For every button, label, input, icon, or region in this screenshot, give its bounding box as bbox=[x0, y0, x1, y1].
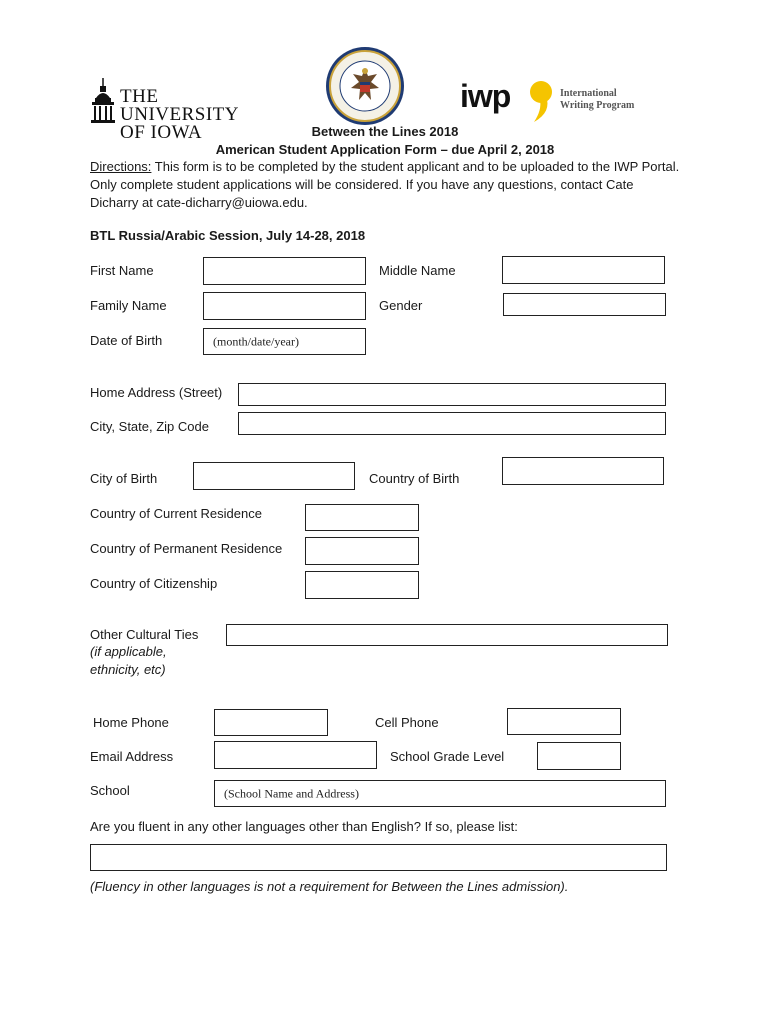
form-title: Between the Lines 2018 bbox=[311, 124, 459, 139]
cultural-ties-note1: (if applicable, bbox=[90, 644, 167, 659]
cell-phone-label: Cell Phone bbox=[375, 715, 439, 730]
first-name-label: First Name bbox=[90, 263, 154, 278]
iwp-wordmark: iwp bbox=[460, 78, 511, 114]
directions-label: Directions: bbox=[90, 159, 152, 174]
city-of-birth-field[interactable] bbox=[193, 462, 355, 490]
university-name-line1: THE UNIVERSITY bbox=[120, 86, 239, 125]
comma-icon bbox=[528, 80, 554, 124]
cultural-ties-label: Other Cultural Ties bbox=[90, 627, 199, 642]
form-subtitle: American Student Application Form – due April 2, 2018 bbox=[215, 142, 555, 157]
department-of-state-seal bbox=[325, 46, 405, 126]
permanent-residence-label: Country of Permanent Residence bbox=[90, 541, 283, 556]
grade-level-field[interactable] bbox=[537, 742, 621, 770]
dob-label: Date of Birth bbox=[90, 333, 163, 348]
gender-label: Gender bbox=[379, 298, 423, 313]
permanent-residence-field[interactable] bbox=[305, 537, 419, 565]
current-residence-label: Country of Current Residence bbox=[90, 506, 262, 521]
university-name-line2: OF IOWA bbox=[120, 122, 203, 143]
languages-field[interactable] bbox=[90, 844, 667, 871]
citizenship-field[interactable] bbox=[305, 571, 419, 599]
iwp-line2: Writing Program bbox=[560, 100, 635, 111]
email-field[interactable] bbox=[214, 741, 377, 769]
family-name-label: Family Name bbox=[90, 298, 167, 313]
family-name-field[interactable] bbox=[203, 292, 366, 320]
city-state-zip-label: City, State, Zip Code bbox=[90, 419, 209, 434]
dob-field[interactable] bbox=[203, 328, 366, 355]
gender-field[interactable] bbox=[503, 293, 666, 316]
city-of-birth-label: City of Birth bbox=[90, 471, 158, 486]
seal-icon bbox=[325, 46, 405, 126]
home-phone-label: Home Phone bbox=[93, 715, 169, 730]
session-heading: BTL Russia/Arabic Session, July 14-28, 2018 bbox=[90, 228, 366, 243]
languages-question: Are you fluent in any other languages other than English? If so, please list: bbox=[90, 819, 518, 834]
school-field[interactable] bbox=[214, 780, 666, 807]
university-of-iowa-logo bbox=[90, 78, 260, 143]
cultural-ties-field[interactable] bbox=[226, 624, 668, 646]
directions bbox=[90, 158, 680, 212]
country-of-birth-field[interactable] bbox=[502, 457, 664, 485]
school-label: School bbox=[90, 783, 130, 798]
citizenship-label: Country of Citizenship bbox=[90, 576, 218, 591]
grade-level-label: School Grade Level bbox=[390, 749, 505, 764]
middle-name-label: Middle Name bbox=[379, 263, 456, 278]
iwp-logo bbox=[460, 78, 650, 126]
city-state-zip-field[interactable] bbox=[238, 412, 666, 435]
cultural-ties-note2: ethnicity, etc) bbox=[90, 662, 166, 677]
first-name-field[interactable] bbox=[203, 257, 366, 285]
current-residence-field[interactable] bbox=[305, 504, 419, 531]
home-street-label: Home Address (Street) bbox=[90, 385, 223, 400]
cell-phone-field[interactable] bbox=[507, 708, 621, 735]
iwp-line1: International bbox=[560, 88, 617, 99]
email-label: Email Address bbox=[90, 749, 174, 764]
directions-text: This form is to be completed by the student applicant and to be uploaded to the IWP Portal. Only complete student applications will be considered. If you have any questions, contact Cate Dicharry at cate-dicharry@uiowa.edu. bbox=[90, 159, 680, 210]
dob-placeholder: (month/date/year) bbox=[213, 334, 299, 348]
home-phone-field[interactable] bbox=[214, 709, 328, 736]
middle-name-field[interactable] bbox=[502, 256, 665, 284]
country-of-birth-label: Country of Birth bbox=[369, 471, 460, 486]
school-placeholder: (School Name and Address) bbox=[224, 786, 359, 800]
languages-note: (Fluency in other languages is not a requirement for Between the Lines admission). bbox=[90, 879, 569, 894]
home-street-field[interactable] bbox=[238, 383, 666, 406]
old-capitol-icon bbox=[90, 78, 116, 124]
